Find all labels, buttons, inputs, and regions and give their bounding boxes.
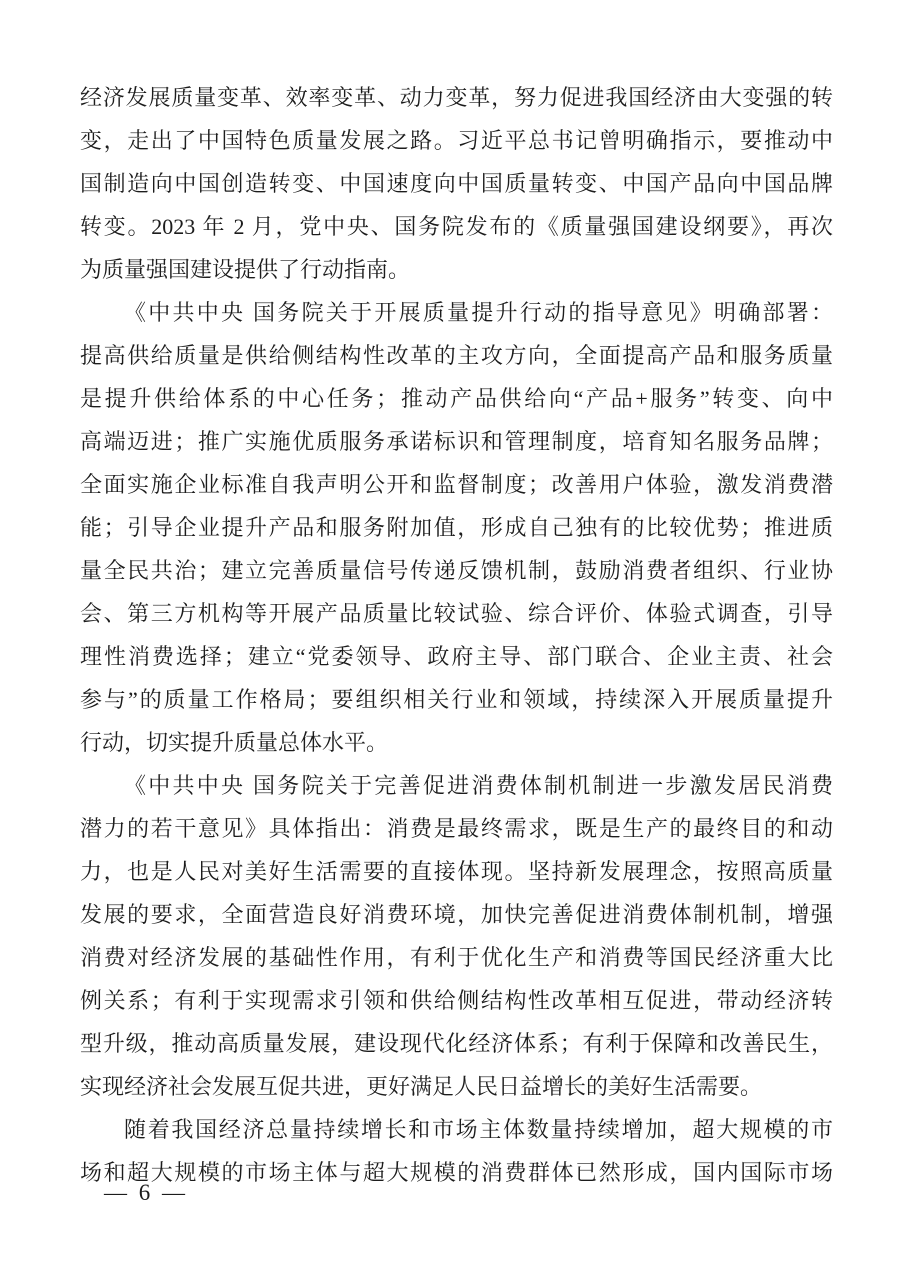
paragraph: [80, 76, 833, 291]
text-line: 提高供给质量是供给侧结构性改革的主攻方向，全面提高产品和服务质量: [80, 343, 833, 368]
text-line: 会、第三方机构等开展产品质量比较试验、综合评价、体验式调查，引导: [80, 601, 833, 626]
text-line: 《中共中央 国务院关于完善促进消费体制机制进一步激发居民消费: [124, 773, 833, 798]
text-line: 全面实施企业标准自我声明公开和监督制度；改善用户体验，激发消费潜: [80, 472, 833, 497]
text-line: 力，也是人民对美好生活需要的直接体现。坚持新发展理念，按照高质量: [80, 859, 833, 884]
text-line: 能；引导企业提升产品和服务附加值，形成自己独有的比较优势；推进质: [80, 515, 833, 540]
text-line: 行动，切实提升质量总体水平。: [80, 730, 389, 755]
paragraph: [80, 1108, 833, 1194]
text-line: 变，走出了中国特色质量发展之路。习近平总书记曾明确指示，要推动中: [80, 128, 833, 153]
text-line: 实现经济社会发展互促共进，更好满足人民日益增长的美好生活需要。: [80, 1074, 763, 1099]
text-line: 参与”的质量工作格局；要组织相关行业和领域，持续深入开展质量提升: [80, 687, 833, 712]
text-line: 潜力的若干意见》具体指出：消费是最终需求，既是生产的最终目的和动: [80, 816, 833, 841]
page-number: — 6 —: [104, 1180, 185, 1205]
text-line: 例关系；有利于实现需求引领和供给侧结构性改革相互促进，带动经济转: [80, 988, 833, 1013]
paragraph: [80, 764, 833, 1108]
text-line: 是提升供给体系的中心任务；推动产品供给向“产品+服务”转变、向中: [80, 386, 833, 411]
text-line: 经济发展质量变革、效率变革、动力变革，努力促进我国经济由大变强的转: [80, 85, 833, 110]
text-line: 量全民共治；建立完善质量信号传递反馈机制，鼓励消费者组织、行业协: [80, 558, 833, 583]
text-line: 转变。2023 年 2 月，党中央、国务院发布的《质量强国建设纲要》，再次: [80, 214, 833, 239]
text-line: 消费对经济发展的基础性作用，有利于优化生产和消费等国民经济重大比: [80, 945, 833, 970]
text-line: 高端迈进；推广实施优质服务承诺标识和管理制度，培育知名服务品牌；: [80, 429, 833, 454]
text-line: 理性消费选择；建立“党委领导、政府主导、部门联合、企业主责、社会: [80, 644, 833, 669]
text-line: 《中共中央 国务院关于开展质量提升行动的指导意见》明确部署：: [124, 300, 833, 325]
text-line: 随着我国经济总量持续增长和市场主体数量持续增加，超大规模的市: [124, 1117, 833, 1142]
text-line: 发展的要求，全面营造良好消费环境，加快完善促进消费体制机制，增强: [80, 902, 833, 927]
text-line: 场和超大规模的市场主体与超大规模的消费群体已然形成，国内国际市场: [80, 1160, 833, 1185]
text-line: 为质量强国建设提供了行动指南。: [80, 257, 411, 282]
text-line: 国制造向中国创造转变、中国速度向中国质量转变、中国产品向中国品牌: [80, 171, 833, 196]
paragraph: [80, 291, 833, 764]
document-body: [80, 76, 833, 1194]
text-line: 型升级，推动高质量发展，建设现代化经济体系；有利于保障和改善民生，: [80, 1031, 833, 1056]
